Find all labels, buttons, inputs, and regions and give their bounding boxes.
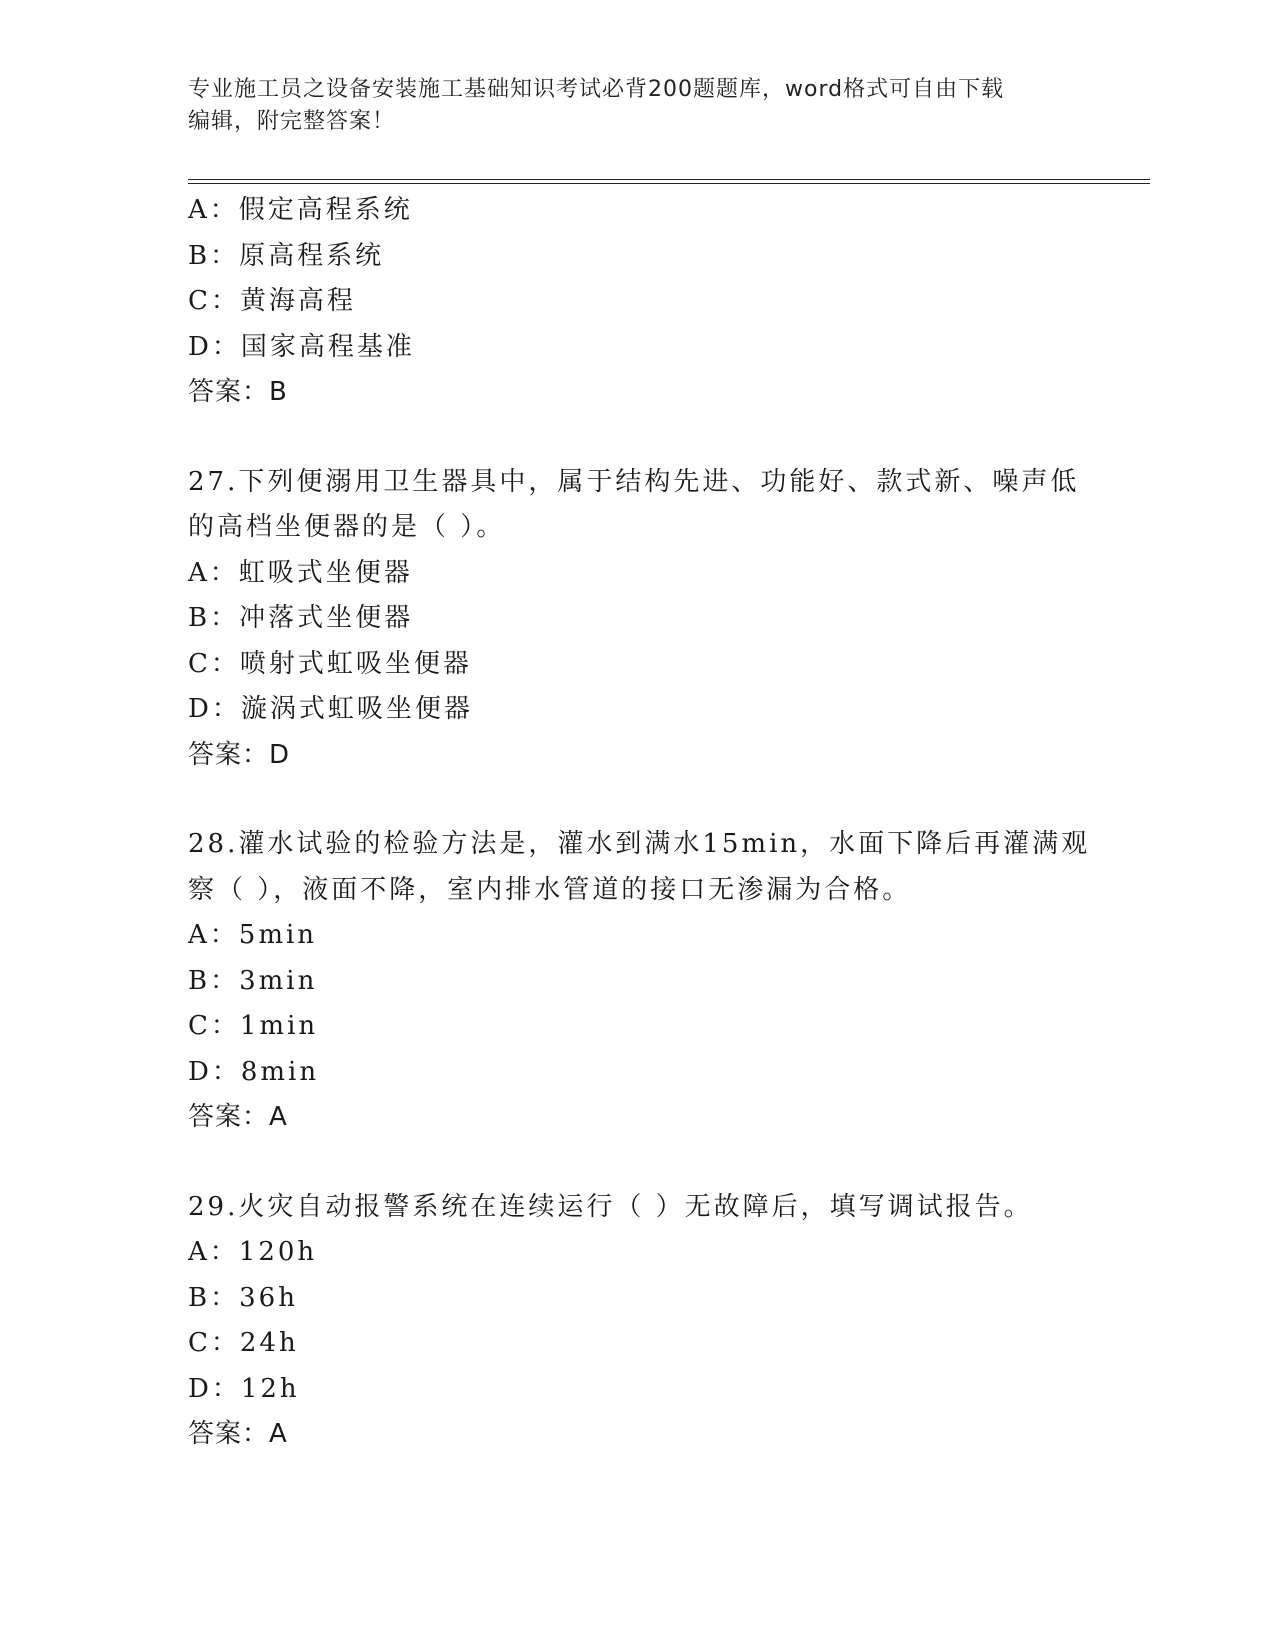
option-a: A：假定高程系统: [188, 195, 413, 225]
option-d: D：国家高程基准: [188, 331, 415, 362]
option-c: C：黄海高程: [188, 286, 356, 316]
question-26: [188, 188, 1088, 416]
document-body: [188, 188, 1091, 1458]
answer: 答案：A: [188, 1419, 288, 1449]
option-a: A：5min: [188, 920, 318, 950]
header-divider-bottom: [188, 183, 1150, 184]
option-b: B：36h: [188, 1282, 298, 1313]
option-c: C：喷射式虹吸坐便器: [188, 648, 472, 679]
option-b: B：冲落式坐便器: [188, 603, 414, 633]
option-a: A：虹吸式坐便器: [188, 557, 413, 588]
answer: 答案：B: [188, 377, 288, 407]
question-text-line-1: 27.下列便溺用卫生器具中，属于结构先进、功能好、款式新、噪声低: [188, 466, 1080, 497]
option-a: A：120h: [188, 1237, 318, 1267]
question-28: [188, 822, 1091, 1141]
header-divider-top: [188, 179, 1150, 180]
question-text-line-2: 的高档坐便器的是（ ）。: [188, 512, 506, 542]
document-header: [188, 74, 1088, 138]
answer: 答案：D: [188, 739, 291, 770]
option-d: D：8min: [188, 1056, 320, 1087]
question-27: [188, 460, 1088, 779]
header-line-2: 编辑，附完整答案！: [188, 109, 396, 134]
question-text-line-1: 28.灌水试验的检验方法是，灌水到满水15min，水面下降后再灌满观: [188, 829, 1091, 859]
option-c: C：1min: [188, 1011, 319, 1041]
option-c: C：24h: [188, 1328, 299, 1358]
option-b: B：原高程系统: [188, 240, 385, 271]
option-d: D：漩涡式虹吸坐便器: [188, 694, 473, 724]
question-29: [188, 1185, 1088, 1458]
option-b: B：3min: [188, 965, 318, 996]
question-text-line-2: 察（ ），液面不降，室内排水管道的接口无渗漏为合格。: [188, 874, 912, 905]
question-text-line-1: 29.火灾自动报警系统在连续运行（ ）无故障后，填写调试报告。: [188, 1191, 1033, 1222]
answer: 答案：A: [188, 1102, 288, 1132]
option-d: D：12h: [188, 1373, 300, 1404]
header-line-1: 专业施工员之设备安装施工基础知识考试必背200题题库，word格式可自由下载: [188, 77, 1005, 102]
